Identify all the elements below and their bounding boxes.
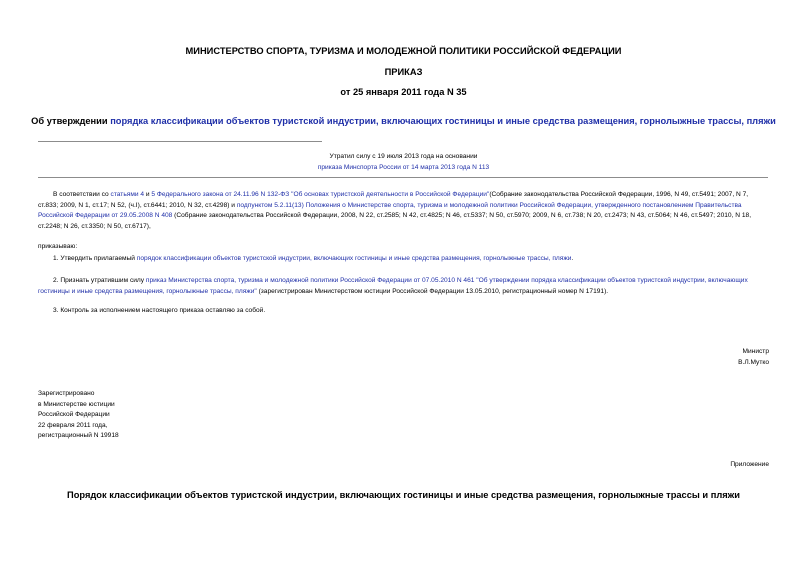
item-1 [38,254,768,265]
regulation-link[interactable]: подпунктом 5.2.11(13) Положения о Министерстве спорта, туризма и молодежной политики Российской Федерации, утвержденного постановлением Правительства Российской Федерации от 29.05.2008 N 408 [38,201,742,219]
doc-title [0,116,807,126]
repeal-note [0,152,807,173]
registration-line: Зарегистрировано [38,390,95,397]
federal-law-link[interactable]: 5 Федерального закона от 24.11.96 N 132-ФЗ "Об основах туристской деятельности в Российской Федерации" [151,191,490,198]
appendix-title: Порядок классификации объектов туристской индустрии, включающих гостиницы и иные средства размещения, горнолыжные трассы и пляжи [67,490,740,500]
item-3: 3. Контроль за исполнением настоящего приказа оставляю за собой. [53,307,266,314]
preamble-text: (Собрание законодательства Российской Федерации, 2008, N 22, ст.2585; N 42, ст.4825; N 46, ст.5337; N 50, ст.5970; 2009, N 6, ст.738; N 20, ст.2473; N 43, ст.5064; N 46, ст.5497; 2010, N 18, ст.2248; N 26, ст.3350; N 50, ст.6717), [38,212,752,230]
registration-line: регистрационный N 19918 [38,432,119,439]
doc-title-prefix: Об утверждении [31,116,111,126]
item-1-text: 1. Утвердить прилагаемый [53,255,137,262]
signature-position: Министр [742,348,769,355]
doc-date-number: от 25 января 2011 года N 35 [340,87,467,97]
item-2 [38,276,768,297]
preamble-text: В соответствии со [53,191,111,198]
item-1-end: . [571,255,574,262]
registration-line: в Министерстве юстиции [38,400,115,408]
ministry-heading: МИНИСТЕРСТВО СПОРТА, ТУРИЗМА И МОЛОДЕЖНОЙ ПОЛИТИКИ РОССИЙСКОЙ ФЕДЕРАЦИИ [185,46,622,56]
doc-title-link[interactable]: порядка классификации объектов туристской индустрии, включающих гостиницы и иные средства размещения, горнолыжные трассы, пляжи [110,116,776,126]
repealed-order-link[interactable]: приказ Министерства спорта, туризма и молодежной политики Российской Федерации от 07.05.2010 N 461 "Об утверждении порядка классификации объектов туристской индустрии, включающих гостиницы и иные средства размещения, горнолыжные трассы, пляжи" [38,277,748,295]
registration-block [38,389,119,442]
repeal-note-link[interactable]: приказа Минспорта России от 14 марта 2013 года N 113 [317,163,490,171]
top-divider [38,141,322,142]
appendix-label: Приложение [730,461,769,468]
signature-name: В.Л.Мутко [738,358,769,366]
doc-type-heading: ПРИКАЗ [384,67,423,77]
registration-line: 22 февраля 2011 года, [38,421,108,429]
item-2-end: (зарегистрирован Министерством юстиции Российской Федерации 13.05.2010, регистрационный номер N 17191). [256,287,609,295]
procedure-link[interactable]: порядок классификации объектов туристской индустрии, включающих гостиницы и иные средства размещения, горнолыжные трассы, пляжи [136,255,572,262]
law-article-4-link[interactable]: статьями 4 [110,191,145,198]
repeal-note-text: Утратил силу с 19 июля 2013 года на основании [329,153,478,160]
note-divider [38,177,768,178]
preamble-text: и [144,191,152,198]
registration-line: Российской Федерации [38,411,110,418]
signature [738,347,769,368]
order-word: приказываю: [38,243,78,250]
preamble-text: (Собрание законодательства Российской Федерации, 1996, N 49, ст.5491; 2007, N 7, ст.833; 2009, N 1, ст.17; N 52, (ч.I), ст.6441; 2010, N 32, ст.4298) и [38,191,749,209]
item-2-text: 2. Признать утратившим силу [53,277,146,284]
preamble-paragraph [38,190,768,232]
